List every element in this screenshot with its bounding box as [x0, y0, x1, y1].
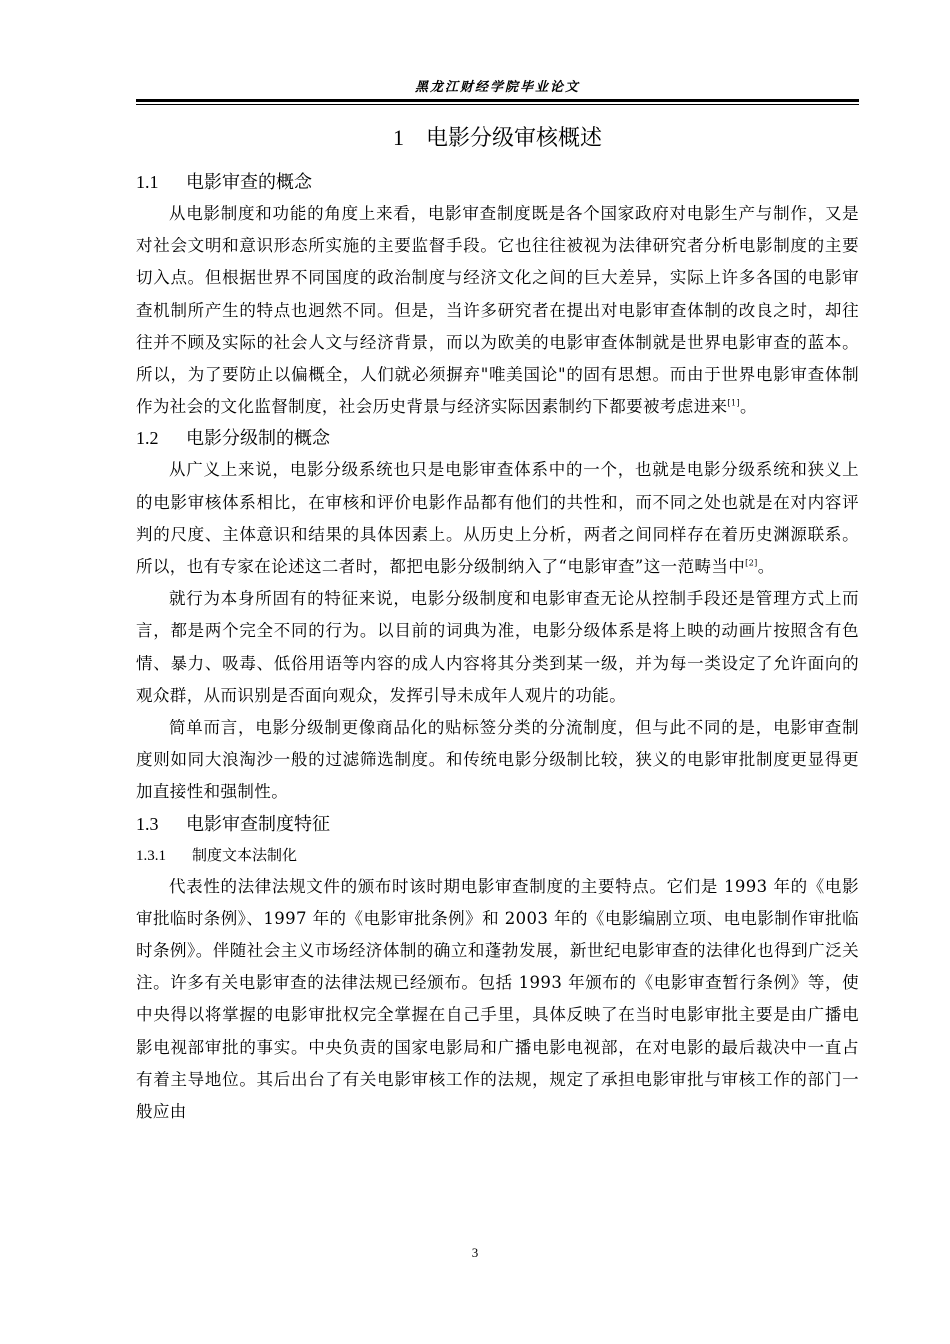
- page-number: 3: [471, 1245, 479, 1260]
- paragraph: 简单而言，电影分级制更像商品化的贴标签分类的分流制度，但与此不同的是，电影审查制度则如同大浪淘沙一般的过滤筛选制度。和传统电影分级制比较，狭义的电影审批制度更显得更加直接性和强制性。: [136, 718, 859, 802]
- paragraph: 就行为本身所固有的特征来说，电影分级制度和电影审查无论从控制手段还是管理方式上而言，都是两个完全不同的行为。以目前的词典为准，电影分级体系是将上映的动画片按照含有色情、暴力、吸毒、低俗用语等内容的成人内容将其分类到某一级，并为每一类设定了允许面向的观众群，从而识别是否面向观众，发挥引导未成年人观片的功能。: [136, 589, 859, 705]
- subsection-heading-1-3-1: [136, 840, 859, 871]
- header-rule-thick: [136, 99, 859, 102]
- section-number: 1.2: [136, 428, 159, 449]
- section-title: 电影分级制的概念: [186, 428, 330, 450]
- subsection-title: 制度文本法制化: [192, 845, 298, 864]
- paragraph: 从电影制度和功能的角度上来看，电影审查制度既是各个国家政府对电影生产与制作，又是对社会文明和意识形态所实施的主要监督手段。它也往往被视为法律研究者分析电影制度的主要切入点。但根据世界不同国度的政治制度与经济文化之间的巨大差异，实际上许多各国的电影审查机制所产生的特点也迥然不同。但是，当许多研究者在提出对电影审查体制的改良之时，却往往并不顾及实际的社会人文与经济背景，而以为欧美的电影审查体制就是世界电影审查的蓝本。所以，为了要防止以偏概全，人们就必须摒弃"唯美国论"的固有思想。而由于世界电影审查体制作为社会的文化监督制度，社会历史背景与经济实际因素制约下都要被考虑进来[1]。: [136, 204, 859, 417]
- section-title: 电影审查的概念: [186, 172, 312, 193]
- paragraph: 代表性的法律法规文件的颁布时该时期电影审查制度的主要特点。它们是 1993 年的《电影审批临时条例》、1997 年的《电影审批条例》和 2003 年的《电影编剧立项、电电影制作审批临时条例》。伴随社会主义市场经济体制的确立和蓬勃发展，新世纪电影审查的法律化也得到广泛关注。许多有关电影审查的法律法规已经颁布。包括 1993 年颁布的《电影审查暂行条例》等，使中央得以将掌握的电影审批权完全掌握在自己手里，具体反映了在当时电影审批主要是由广播电影电视部审批的事实。中央负责的国家电影局和广播电影电视部，在对电影的最后裁决中一直占有着主导地位。其后出台了有关电影审核工作的法规，规定了承担电影审批与审核工作的部门一般应由: [136, 876, 859, 1122]
- subsection-number: 1.3.1: [136, 847, 166, 864]
- running-header: 黑龙江财经学院毕业论文: [414, 80, 580, 95]
- chapter-title-text: 电影分级审核概述: [425, 126, 602, 151]
- section-number: 1.3: [136, 813, 159, 834]
- section-title: 电影审查制度特征: [186, 813, 330, 835]
- section-heading-1-2: [136, 423, 859, 454]
- header-rule-thin: [136, 104, 859, 105]
- citation: [1]: [727, 398, 741, 408]
- paragraph: 从广义上来说，电影分级系统也只是电影审查体系中的一个，也就是电影分级系统和狭义上的电影审核体系相比，在审核和评价电影作品都有他们的共性和，而不同之处也就是在对内容评判的尺度、主体意识和结果的具体因素上。从历史上分析，两者之间同样存在着历史渊源联系。所以，也有专家在论述这二者时，都把电影分级制纳入了“电影审查”这一范畴当中[2]。: [136, 460, 859, 577]
- section-number: 1.1: [136, 172, 159, 192]
- section-heading-1-3: [136, 809, 859, 840]
- citation: [2]: [745, 558, 758, 568]
- chapter-title: [136, 122, 859, 155]
- page-content: [136, 118, 859, 1128]
- section-heading-1-1: [136, 167, 859, 198]
- chapter-number: 1: [392, 125, 404, 150]
